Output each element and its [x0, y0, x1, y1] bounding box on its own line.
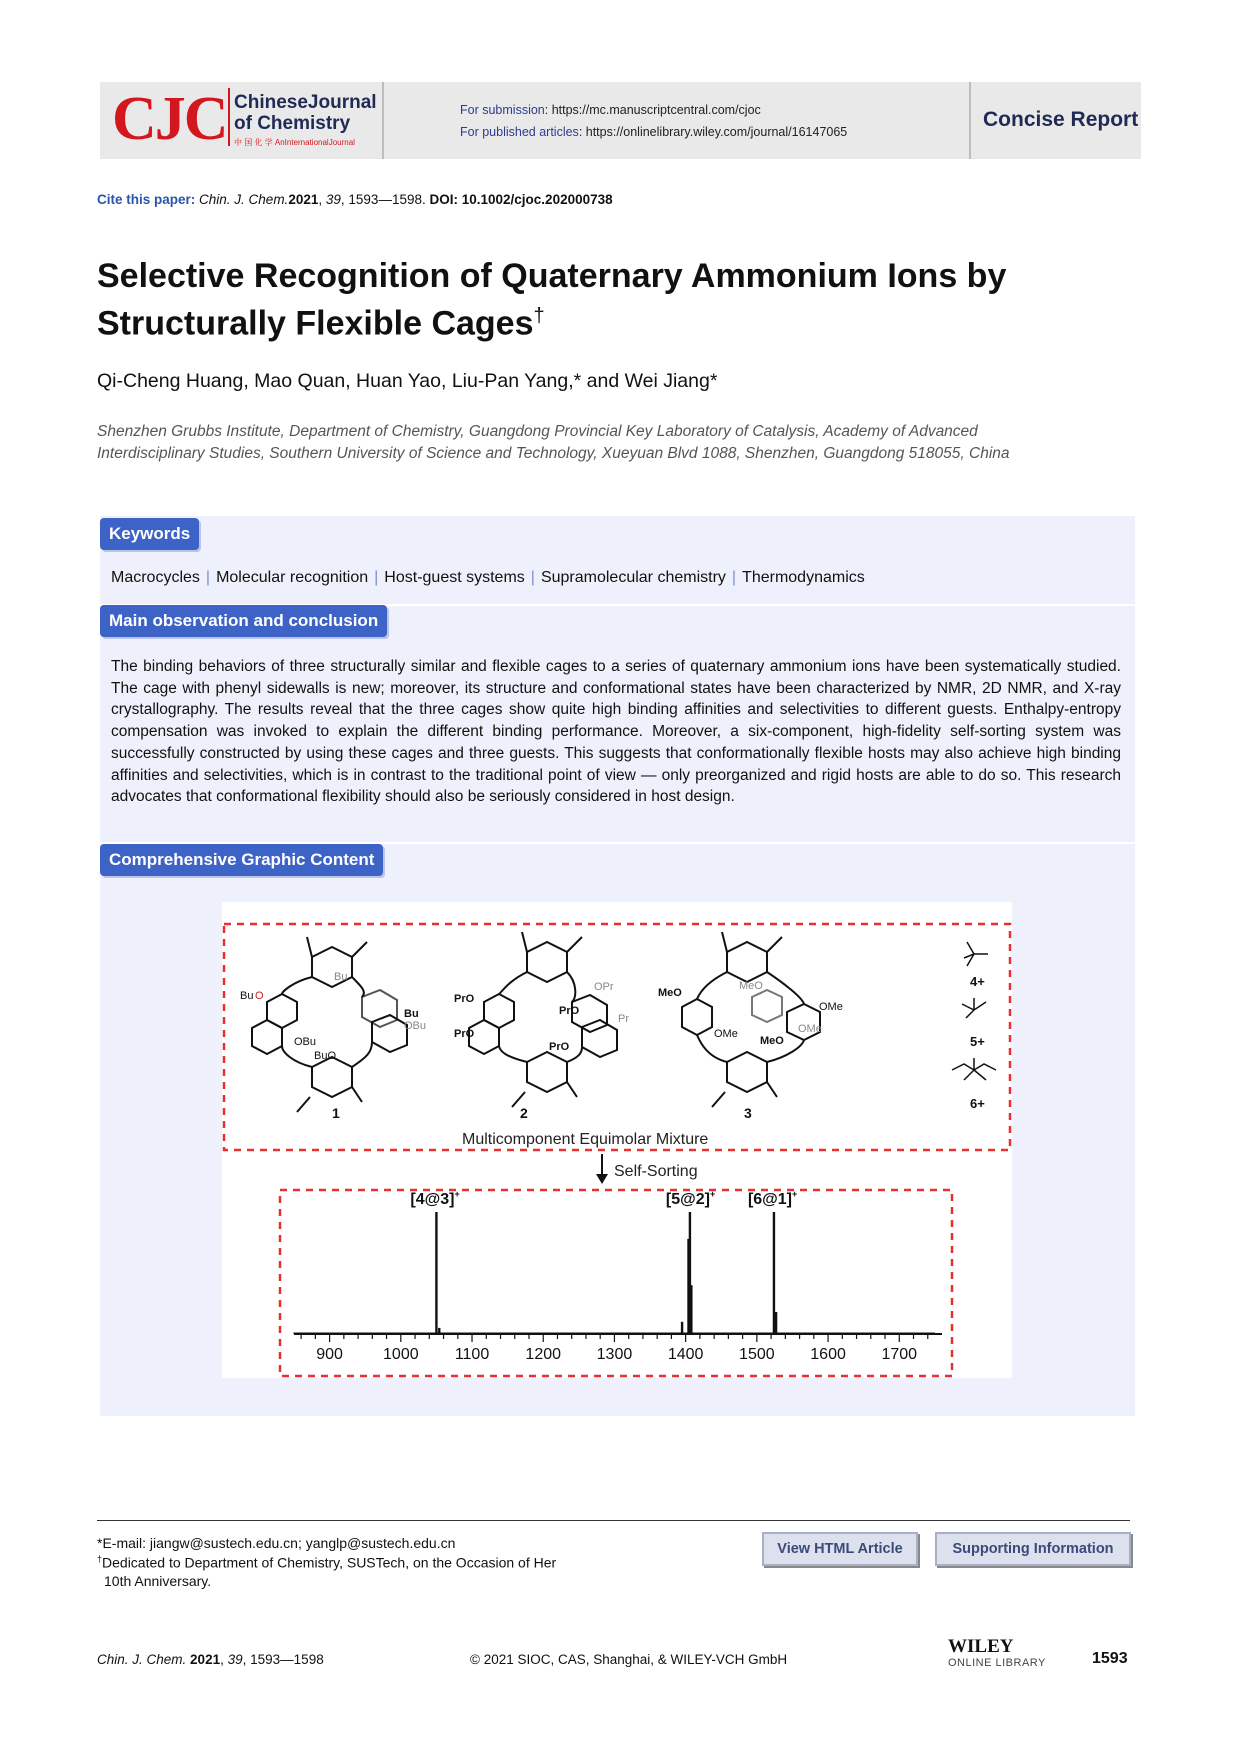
peak-label: [4@3]+ [410, 1189, 460, 1208]
cage-1-sub: Bu [404, 1008, 419, 1020]
keyword-separator: | [205, 569, 211, 586]
dedication-line-1 [97, 1554, 556, 1571]
keyword-separator: | [530, 569, 535, 586]
x-tick-label: 1700 [881, 1346, 918, 1363]
x-tick-label: 1100 [454, 1346, 490, 1363]
x-tick-label: 1400 [667, 1346, 704, 1363]
journal-subtitle: 中 国 化 学 AnInternationalJournal [234, 138, 355, 147]
wiley-logo-subtitle: ONLINE LIBRARY [948, 1657, 1046, 1669]
cage-3-sub: MeO [760, 1035, 784, 1047]
page-number: 1593 [1092, 1650, 1128, 1667]
cage-3-sub: OMe [798, 1023, 822, 1035]
author-list: Qi-Cheng Huang, Mao Quan, Huan Yao, Liu-Pan Yang,* and Wei Jiang* [97, 370, 718, 392]
wiley-logo[interactable]: WILEY [948, 1636, 1014, 1657]
header-divider [382, 82, 384, 159]
keyword: Macrocycles [111, 569, 200, 586]
x-tick-label: 1200 [525, 1346, 562, 1363]
article-type: Concise Report [983, 108, 1139, 131]
affiliation-line-1: Shenzhen Grubbs Institute, Department of Chemistry, Guangdong Provincial Key Laboratory of Catalysis, Academy of Advanced [97, 423, 978, 440]
cage-1-sub: Bu [240, 990, 254, 1002]
graphic-heading: Comprehensive Graphic Content [100, 844, 383, 876]
supporting-info-button[interactable]: Supporting Information [935, 1532, 1131, 1566]
footer-year: 2021 [190, 1652, 221, 1667]
cage-3-sub: OMe [819, 1001, 843, 1013]
submission-label: For submission [460, 103, 545, 117]
keyword: Host-guest systems [384, 569, 525, 586]
guest-4-label: 4+ [970, 974, 985, 989]
keyword: Supramolecular chemistry [540, 569, 726, 586]
cage-2-label: 2 [520, 1105, 528, 1121]
x-tick-label: 1600 [810, 1346, 846, 1363]
view-html-button[interactable]: View HTML Article [762, 1532, 918, 1566]
cage-1-labels [240, 971, 426, 1121]
cage-2-sub: PrO [454, 993, 475, 1005]
citation-doi[interactable]: DOI: 10.1002/cjoc.202000738 [429, 192, 613, 207]
citation-volume: 39 [325, 192, 341, 207]
published-label: For published articles [460, 125, 579, 139]
copyright: © 2021 SIOC, CAS, Shanghai, & WILEY-VCH GmbH [470, 1652, 788, 1667]
header-divider [969, 82, 971, 159]
citation-line: Cite this paper: Chin. J. Chem.2021, 39, 1593—1598. DOI: 10.1002/cjoc.202000738 [97, 192, 613, 207]
guest-5-label: 5+ [970, 1034, 985, 1049]
dedication-text: Dedicated to Department of Chemistry, SUSTech, on the Occasion of Her [102, 1554, 557, 1571]
keywords-panel [100, 516, 1135, 604]
affiliation [97, 421, 1157, 465]
x-tick-label: 900 [316, 1346, 343, 1363]
footer-citation: Chin. J. Chem. 2021, 39, 1593—1598 [97, 1652, 324, 1667]
guest-structures [952, 942, 996, 1080]
mixture-caption: Multicomponent Equimolar Mixture [462, 1131, 709, 1148]
footer-journal: Chin. J. Chem. [97, 1652, 187, 1667]
published-link[interactable]: : https://onlinelibrary.wiley.com/journal/16147065 [578, 125, 848, 139]
citation-year: 2021 [288, 192, 319, 207]
title-line-1: Selective Recognition of Quaternary Ammonium Ions by [97, 257, 1007, 295]
guest-6-label: 6+ [970, 1096, 985, 1111]
title-dagger: † [533, 305, 545, 327]
corresponding-email[interactable]: *E-mail: jiangw@sustech.edu.cn; yanglp@sustech.edu.cn [97, 1535, 456, 1551]
cage-2-sub: OPr [594, 981, 614, 993]
cage-1-sub: BuO [314, 1050, 337, 1062]
submission-line [460, 103, 761, 117]
cage-1-sub: O [255, 990, 264, 1002]
cage-1-sub: OBu [294, 1036, 317, 1048]
cage-2-sub: PrO [549, 1041, 570, 1053]
citation-pages: , 1593—1598. [340, 192, 426, 207]
citation-label: Cite this paper: [97, 192, 196, 207]
dedication-dagger: † [97, 1554, 103, 1564]
cage-3-sub: MeO [739, 980, 763, 992]
cage-3-labels [658, 980, 843, 1121]
journal-logo: CJC [112, 85, 227, 153]
cage-2-structure [469, 932, 617, 1107]
journal-name-line2: of Chemistry [234, 113, 351, 134]
abstract-text: The binding behaviors of three structurally similar and flexible cages to a series of quaternary ammonium ions have been systematically studied. The cage with phenyl sidewalls is new; moreover, its structure and conformational states have been characterized by NMR, 2D NMR, and X-ray crystallography. The results reveal that the three cages show quite high binding affinities and selectivities to different guests. Enthalpy-entropy compensation was invoked to explain the different binding performance. Moreover, a six-component, high-fidelity self-sorting system was successfully constructed by using these cages and three guests. This suggests that conformationally flexible hosts may also achieve high binding affinities and selectivities, which is in contrast to the traditional point of view — only preorganized and rigid hosts are able to do so. This research advocates that conformational flexibility should also be seriously considered in host design. [111, 658, 1121, 806]
guest-labels [970, 974, 985, 1111]
cage-1-structure [252, 937, 407, 1112]
citation-journal: Chin. J. Chem. [199, 192, 289, 207]
submission-link[interactable]: : https://mc.manuscriptcentral.com/cjoc [544, 103, 761, 117]
mass-spectrum [294, 1189, 942, 1363]
journal-name-line1: ChineseJournal [234, 92, 377, 113]
graphical-abstract-figure [222, 902, 1012, 1378]
cage-1-sub: Bu [334, 971, 348, 983]
peak-label: [6@1]+ [747, 1189, 798, 1208]
dedication-line-2: 10th Anniversary. [104, 1573, 212, 1589]
published-line [460, 125, 847, 139]
cage-1-sub: OBu [404, 1020, 427, 1032]
x-tick-label: 1300 [596, 1346, 633, 1363]
keywords-heading: Keywords [100, 518, 199, 550]
keyword: Thermodynamics [742, 569, 865, 586]
keyword: Molecular recognition [216, 569, 369, 586]
title-line-2: Structurally Flexible Cages [97, 304, 534, 343]
cage-1-label: 1 [332, 1105, 340, 1121]
x-tick-label: 1000 [383, 1346, 419, 1363]
keyword-list [111, 569, 865, 587]
paper-title [97, 256, 1117, 343]
cage-3-label: 3 [744, 1105, 752, 1121]
cage-3-sub: MeO [658, 987, 682, 999]
affiliation-line-2: Interdisciplinary Studies, Southern University of Science and Technology, Xueyuan Blvd 1088, Shenzhen, Guangdong 518055, China [97, 445, 1010, 462]
footer-rule [97, 1520, 1130, 1521]
self-sorting-label: Self-Sorting [614, 1163, 698, 1180]
cage-3-structure [682, 932, 820, 1107]
sorting-arrowhead [596, 1174, 608, 1184]
logo-divider [228, 88, 230, 146]
cage-2-sub: PrO [559, 1005, 580, 1017]
cage-2-sub: Pr [618, 1013, 629, 1025]
cage-3-sub: OMe [714, 1028, 738, 1040]
main-observation-heading: Main observation and conclusion [100, 605, 387, 637]
peak-label: [5@2]+ [665, 1189, 716, 1208]
footer-pages: , 1593—1598 [242, 1652, 324, 1667]
cage-2-sub: PrO [454, 1028, 475, 1040]
keyword-separator: | [374, 569, 379, 586]
keyword-separator: | [731, 569, 737, 586]
footer-volume: 39 [227, 1652, 243, 1667]
x-tick-label: 1500 [739, 1346, 775, 1363]
